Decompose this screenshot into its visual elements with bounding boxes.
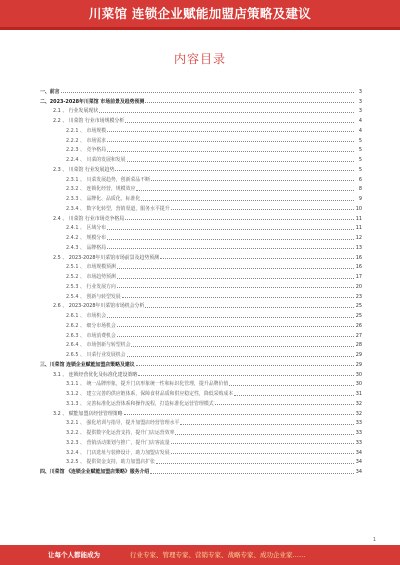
- toc-entry-title: 2.6.2 、 细分市场机会: [66, 322, 116, 329]
- toc-entry-title: 3.1.1 、 统一品牌形象，提升门店形象统一性和标识化管理，提升品牌价值: [66, 381, 229, 388]
- toc-entry-page: 3: [358, 108, 362, 115]
- toc-entry[interactable]: [40, 270, 362, 280]
- toc-entry[interactable]: [40, 105, 362, 115]
- toc-entry-page: 5: [358, 137, 362, 144]
- toc-entry-title: 三、川菜馆 连锁企业赋能加盟店策略及建议: [40, 361, 135, 368]
- toc-entry-title: 3.2.3 、 营销活动策划与推广，提升门店客流量: [66, 439, 170, 446]
- toc-leader-dots: [107, 229, 354, 230]
- toc-entry-title: 2.3.1 、 川菜发展趋势，创新菜品不断: [66, 176, 151, 183]
- toc-entry-title: 3.1 、 连锁经营优化及标准化建设策略: [53, 371, 138, 378]
- toc-entry-title: 3.2.5 、 提供资金支持，助力加盟店扩张: [66, 459, 155, 466]
- toc-leader-dots: [229, 385, 354, 386]
- toc-entry-page: 11: [355, 225, 362, 232]
- toc-entry-page: 25: [355, 313, 362, 319]
- toc-entry-page: 29: [355, 352, 362, 358]
- toc-entry-page: 27: [355, 332, 362, 339]
- toc-entry-page: 3: [358, 88, 362, 95]
- toc-entry-page: 34: [355, 459, 362, 466]
- toc-leader-dots: [107, 248, 354, 249]
- toc-leader-dots: [136, 365, 354, 366]
- toc-entry[interactable]: [40, 261, 362, 271]
- toc-entry-page: 23: [355, 293, 362, 300]
- toc-leader-dots: [171, 443, 354, 444]
- toc-entry[interactable]: [40, 407, 362, 417]
- toc-entry[interactable]: [40, 231, 362, 241]
- toc-entry[interactable]: [40, 387, 362, 397]
- header-underline: [0, 27, 400, 30]
- toc-entry-title: 2.3 、 川菜馆 行业发展趋势: [53, 166, 115, 173]
- page-number: 1: [372, 537, 376, 543]
- toc-leader-dots: [156, 463, 354, 464]
- toc-leader-dots: [117, 268, 354, 269]
- toc-entry[interactable]: [40, 290, 362, 300]
- footer-slogan-left: 让每个人都能成为: [48, 551, 100, 559]
- toc-entry-page: 34: [355, 469, 362, 475]
- toc-entry-title: 2.4 、 川菜馆 行业市场竞争格局: [53, 215, 125, 222]
- toc-entry-page: 5: [358, 166, 362, 173]
- toc-leader-dots: [175, 434, 354, 435]
- toc-heading: 内容目录: [173, 52, 226, 66]
- toc-entry-title: 3.2.1 、 强化培训与指导，提升加盟店经营管理水平: [66, 420, 180, 427]
- toc-entry-page: 4: [358, 118, 362, 124]
- toc-leader-dots: [145, 102, 354, 103]
- toc-entry[interactable]: [40, 436, 362, 446]
- toc-entry-title: 2.4.2 、 规模分布: [66, 235, 107, 241]
- toc-entry-title: 3.1.3 、 完善标准化运营体系和操作流程，打造标准化运营管理模式: [66, 400, 214, 407]
- toc-leader-dots: [145, 307, 354, 308]
- toc-entry-title: 2.3.2 、 连锁化经营，规模效应: [66, 186, 136, 193]
- toc-entry-title: 3.1.2 、 建立完善的供应链体系，保障食材品质和供应稳定性，降低采购成本: [66, 391, 234, 397]
- toc-entry[interactable]: [40, 300, 362, 310]
- toc-entry-title: 四、川菜馆 《连锁企业赋能加盟店策略》服务介绍: [40, 469, 150, 475]
- toc-entry-page: 33: [355, 430, 362, 436]
- toc-entry-page: 16: [355, 264, 362, 271]
- toc-entry[interactable]: [40, 378, 362, 388]
- toc-entry[interactable]: [40, 183, 362, 193]
- toc-entry-title: 2.6.4 、 市场创新与转型机会: [66, 342, 131, 349]
- toc-entry[interactable]: [40, 202, 362, 212]
- toc-entry-title: 3.2.2 、 提供数字化运营支持，提升门店运营效率: [66, 430, 175, 436]
- toc-entry-title: 2.2.2 、 市场需求: [66, 137, 107, 144]
- toc-leader-dots: [125, 219, 354, 220]
- toc-entry-page: 17: [355, 274, 362, 280]
- toc-entry-title: 2.5.2 、 市场趋势预测: [66, 274, 116, 280]
- toc-entry-page: 25: [355, 303, 362, 310]
- toc-entry-page: 5: [358, 147, 362, 154]
- toc-entry-page: 20: [355, 283, 362, 290]
- toc-entry-title: 2.5.1 、 市场规模预测: [66, 264, 116, 271]
- toc-entry-page: 31: [355, 391, 362, 397]
- toc-leader-dots: [122, 297, 354, 298]
- toc-leader-dots: [99, 112, 354, 113]
- toc-leader-dots: [171, 209, 354, 210]
- toc-entry-page: 8: [358, 186, 362, 193]
- toc-entry[interactable]: [40, 397, 362, 407]
- toc-entry-page: 16: [355, 254, 362, 261]
- toc-entry-title: 2.2 、 川菜馆 行业市场规模分析: [53, 118, 125, 124]
- toc-entry[interactable]: [40, 251, 362, 261]
- toc-entry-title: 3.2 、 赋能加盟店经营管理策略: [53, 410, 123, 417]
- toc-entry-page: 6: [358, 176, 362, 183]
- toc-entry-title: 2.6 、 2023-2028年川菜馆市场机会分析: [53, 303, 145, 310]
- toc-entry-title: 2.4.3 、 品牌格局: [66, 244, 107, 251]
- toc-entry[interactable]: [40, 95, 362, 105]
- toc-entry-title: 2.5 、 2023-2028年川菜馆市场前景及趋势预测: [53, 254, 160, 261]
- toc-leader-dots: [61, 92, 354, 93]
- toc-entry-page: 29: [355, 361, 362, 368]
- toc-entry[interactable]: [40, 222, 362, 232]
- toc-entry-title: 2.5.4 、 创新与转型发展: [66, 293, 121, 300]
- toc-entry[interactable]: [40, 417, 362, 427]
- toc-entry-page: 12: [355, 235, 362, 241]
- toc-entry[interactable]: [40, 163, 362, 173]
- toc-entry-page: 33: [355, 439, 362, 446]
- toc-entry[interactable]: [40, 348, 362, 358]
- table-of-contents: [40, 85, 362, 475]
- toc-entry[interactable]: [40, 329, 362, 339]
- toc-leader-dots: [107, 317, 354, 318]
- toc-entry-page: 32: [355, 400, 362, 407]
- toc-entry-page: 33: [355, 420, 362, 427]
- toc-entry-page: 11: [355, 215, 362, 222]
- toc-leader-dots: [117, 326, 354, 327]
- toc-entry[interactable]: [40, 446, 362, 456]
- toc-entry[interactable]: [40, 280, 362, 290]
- toc-entry-page: 26: [355, 322, 362, 329]
- toc-entry[interactable]: [40, 134, 362, 144]
- toc-leader-dots: [136, 190, 354, 191]
- toc-entry[interactable]: [40, 192, 362, 202]
- toc-entry-page: 32: [355, 410, 362, 417]
- toc-entry-page: 9: [358, 196, 362, 202]
- toc-leader-dots: [180, 424, 354, 425]
- toc-entry-title: 一、前言: [40, 88, 60, 95]
- toc-leader-dots: [234, 395, 354, 396]
- toc-entry-page: 10: [355, 205, 362, 212]
- toc-entry[interactable]: [40, 114, 362, 124]
- toc-entry-title: 2.2.3 、 竞争格局: [66, 147, 107, 154]
- toc-entry[interactable]: [40, 426, 362, 436]
- toc-entry-title: 2.5.3 、 行业发展方向: [66, 283, 116, 290]
- toc-entry-page: 13: [355, 244, 362, 251]
- toc-leader-dots: [115, 170, 354, 171]
- toc-entry-title: 2.6.1 、 市场机会: [66, 313, 107, 319]
- toc-entry-title: 2.3.4 、 数字化转型，营销渠道，服务水平提升: [66, 205, 170, 212]
- toc-entry[interactable]: [40, 85, 362, 95]
- toc-leader-dots: [117, 278, 354, 279]
- toc-leader-dots: [107, 151, 354, 152]
- toc-leader-dots: [215, 404, 354, 405]
- toc-leader-dots: [160, 258, 354, 259]
- toc-entry-title: 2.2.4 、 川菜的发展和发展: [66, 157, 126, 163]
- toc-entry[interactable]: [40, 456, 362, 466]
- toc-entry[interactable]: [40, 309, 362, 319]
- toc-leader-dots: [117, 336, 354, 337]
- toc-leader-dots: [107, 131, 354, 132]
- toc-entry-page: 4: [358, 127, 362, 134]
- toc-entry-page: 28: [355, 342, 362, 349]
- toc-leader-dots: [107, 239, 354, 240]
- footer-slogan-right: 行业专家、管理专家、营销专家、战略专家、成功企业家……: [130, 551, 306, 559]
- toc-entry[interactable]: [40, 368, 362, 378]
- toc-entry-title: 3.2.4 、 门店选址与装修设计，助力加盟店发展: [66, 449, 170, 456]
- toc-entry-page: 30: [355, 381, 362, 388]
- toc-entry-title: 2.3.3 、 品牌化、品质化，标准化: [66, 196, 141, 202]
- toc-entry[interactable]: [40, 212, 362, 222]
- toc-entry-page: 30: [355, 371, 362, 378]
- toc-leader-dots: [127, 356, 354, 357]
- toc-leader-dots: [117, 287, 354, 288]
- toc-entry-title: 2.1 、 行业发展现状: [53, 108, 99, 115]
- toc-leader-dots: [150, 473, 354, 474]
- toc-leader-dots: [141, 200, 354, 201]
- toc-leader-dots: [107, 141, 354, 142]
- toc-entry-title: 2.6.5 、 川菜行业发展机会: [66, 352, 126, 358]
- toc-leader-dots: [131, 346, 354, 347]
- toc-leader-dots: [151, 180, 354, 181]
- toc-entry[interactable]: [40, 144, 362, 154]
- toc-leader-dots: [125, 122, 354, 123]
- toc-entry-page: 34: [355, 449, 362, 456]
- toc-leader-dots: [124, 414, 354, 415]
- toc-leader-dots: [171, 453, 354, 454]
- header-title: 川菜馆 连锁企业赋能加盟店策略及建议: [88, 6, 312, 21]
- toc-entry[interactable]: [40, 339, 362, 349]
- toc-leader-dots: [127, 161, 354, 162]
- toc-entry-page: 3: [358, 98, 362, 105]
- toc-entry-title: 2.6.3 、 市场消费机会: [66, 332, 116, 339]
- toc-entry-title: 2.4.1 、 区域分布: [66, 225, 107, 232]
- toc-entry-title: 二、2023-2028年川菜馆 市场前景及趋势预测: [40, 98, 145, 105]
- toc-entry[interactable]: [40, 241, 362, 251]
- toc-leader-dots: [138, 375, 354, 376]
- toc-entry[interactable]: [40, 153, 362, 163]
- toc-entry-page: 5: [358, 157, 362, 163]
- toc-entry[interactable]: [40, 319, 362, 329]
- toc-entry-title: 2.2.1 、 市场规模: [66, 127, 107, 134]
- toc-entry[interactable]: [40, 465, 362, 475]
- toc-entry[interactable]: [40, 358, 362, 368]
- toc-entry[interactable]: [40, 173, 362, 183]
- toc-entry[interactable]: [40, 124, 362, 134]
